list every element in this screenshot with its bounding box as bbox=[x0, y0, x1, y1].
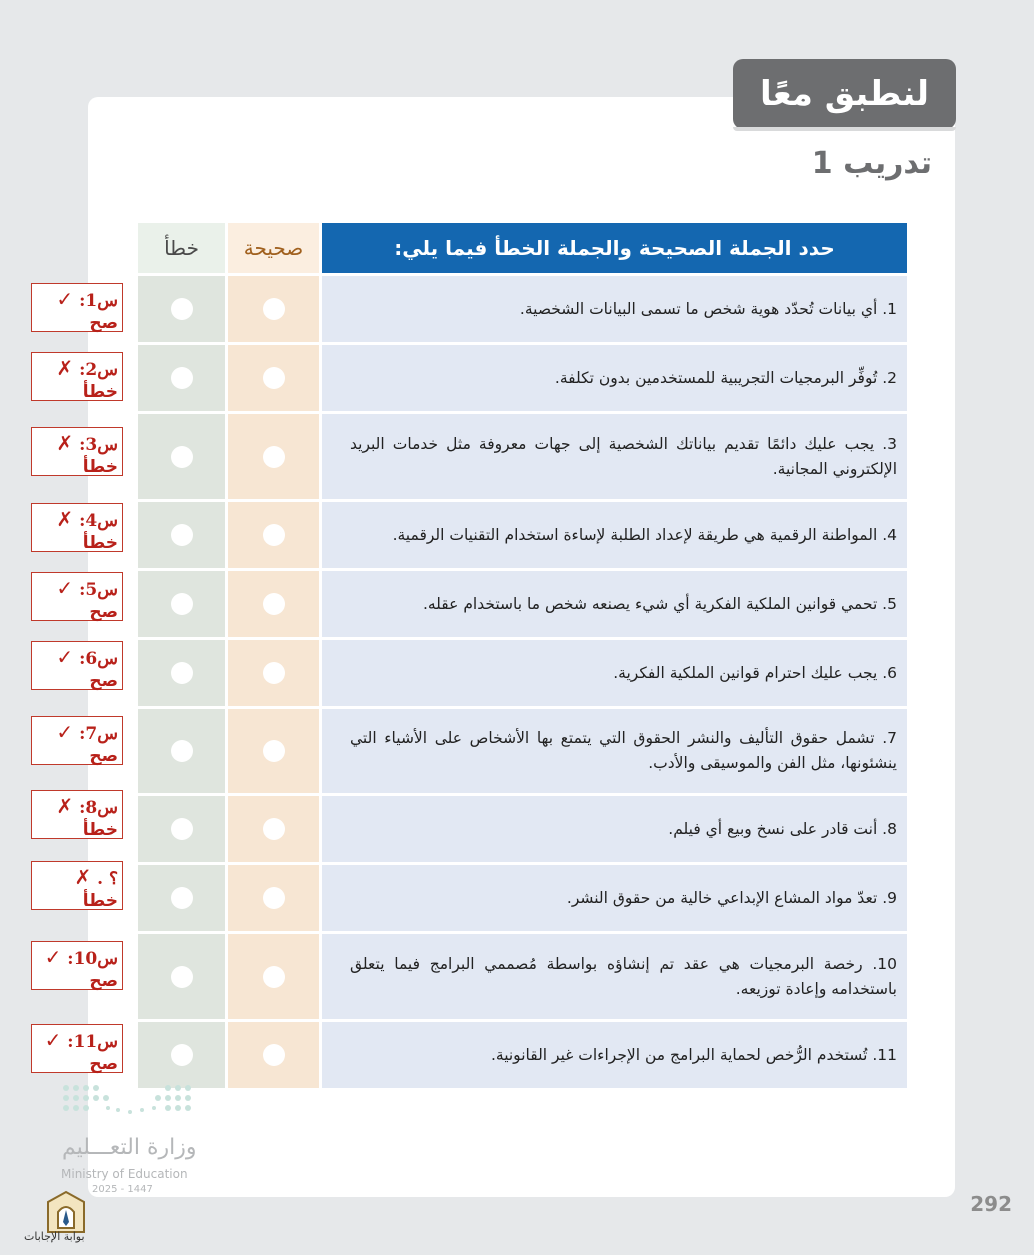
cross-icon: ✗ bbox=[56, 431, 74, 455]
header-false: خطأ bbox=[138, 223, 225, 273]
cross-icon: ✗ bbox=[56, 794, 74, 818]
question-text: 7. تشمل حقوق التأليف والنشر الحقوق التي يتمتع بها الأشخاص على الأشياء التي ينشئونها، مثل الفن والموسيقى والأدب. bbox=[322, 709, 907, 793]
answer-box bbox=[31, 427, 123, 476]
table-row bbox=[138, 571, 907, 637]
true-cell bbox=[228, 709, 319, 793]
false-radio[interactable] bbox=[171, 740, 193, 762]
table-row bbox=[138, 865, 907, 931]
answer-box bbox=[31, 503, 123, 552]
false-radio[interactable] bbox=[171, 524, 193, 546]
answer-box bbox=[31, 641, 123, 690]
false-cell bbox=[138, 414, 225, 499]
true-radio[interactable] bbox=[263, 662, 285, 684]
true-cell bbox=[228, 934, 319, 1019]
table-row bbox=[138, 934, 907, 1019]
answer-label: س6: bbox=[79, 649, 118, 669]
answer-label: س8: bbox=[79, 798, 118, 818]
cross-icon: ✗ bbox=[74, 865, 92, 889]
answer-box bbox=[31, 283, 123, 332]
answer-box bbox=[31, 716, 123, 765]
false-cell bbox=[138, 640, 225, 706]
true-cell bbox=[228, 414, 319, 499]
question-text: 2. تُوفِّر البرمجيات التجريبية للمستخدمين بدون تكلفة. bbox=[322, 345, 907, 411]
answer-word: خطأ bbox=[82, 533, 118, 553]
false-radio[interactable] bbox=[171, 298, 193, 320]
true-radio[interactable] bbox=[263, 367, 285, 389]
true-radio[interactable] bbox=[263, 1044, 285, 1066]
true-cell bbox=[228, 796, 319, 862]
check-icon: ✓ bbox=[44, 1028, 62, 1052]
true-cell bbox=[228, 1022, 319, 1088]
true-radio[interactable] bbox=[263, 524, 285, 546]
answer-label: س10: bbox=[67, 949, 118, 969]
ministry-year: 2025 - 1447 bbox=[92, 1184, 153, 1195]
check-icon: ✓ bbox=[56, 645, 74, 669]
true-radio[interactable] bbox=[263, 966, 285, 988]
true-cell bbox=[228, 502, 319, 568]
answer-box bbox=[31, 941, 123, 990]
true-radio[interactable] bbox=[263, 740, 285, 762]
table-row bbox=[138, 276, 907, 342]
question-text: 9. تعدّ مواد المشاع الإبداعي خالية من حقوق النشر. bbox=[322, 865, 907, 931]
question-text: 6. يجب عليك احترام قوانين الملكية الفكرية. bbox=[322, 640, 907, 706]
answer-word: خطأ bbox=[82, 457, 118, 477]
header-question: حدد الجملة الصحيحة والجملة الخطأ فيما يلي: bbox=[322, 223, 907, 273]
false-cell bbox=[138, 276, 225, 342]
false-radio[interactable] bbox=[171, 593, 193, 615]
answer-label: س5: bbox=[79, 580, 118, 600]
exercise-title: تدريب 1 bbox=[811, 146, 932, 181]
question-text: 4. المواطنة الرقمية هي طريقة لإعداد الطلبة لإساءة استخدام التقنيات الرقمية. bbox=[322, 502, 907, 568]
false-cell bbox=[138, 571, 225, 637]
false-cell bbox=[138, 1022, 225, 1088]
answer-box bbox=[31, 790, 123, 839]
answer-box bbox=[31, 1024, 123, 1073]
check-icon: ✓ bbox=[56, 287, 74, 311]
ministry-name-arabic: وزارة التعـــليم bbox=[62, 1135, 197, 1160]
question-text: 8. أنت قادر على نسخ وبيع أي فيلم. bbox=[322, 796, 907, 862]
true-cell bbox=[228, 865, 319, 931]
answer-box bbox=[31, 572, 123, 621]
false-cell bbox=[138, 345, 225, 411]
answer-word: صح bbox=[89, 602, 118, 622]
check-icon: ✓ bbox=[44, 945, 62, 969]
table-row bbox=[138, 1022, 907, 1088]
check-icon: ✓ bbox=[56, 576, 74, 600]
answer-label: س7: bbox=[79, 724, 118, 744]
answer-label: س2: bbox=[79, 360, 118, 380]
answer-word: صح bbox=[89, 971, 118, 991]
true-cell bbox=[228, 640, 319, 706]
false-cell bbox=[138, 796, 225, 862]
question-text: 5. تحمي قوانين الملكية الفكرية أي شيء يصنعه شخص ما باستخدام عقله. bbox=[322, 571, 907, 637]
true-radio[interactable] bbox=[263, 298, 285, 320]
false-radio[interactable] bbox=[171, 887, 193, 909]
table-row bbox=[138, 345, 907, 411]
table-row bbox=[138, 640, 907, 706]
true-cell bbox=[228, 571, 319, 637]
cross-icon: ✗ bbox=[56, 356, 74, 380]
false-cell bbox=[138, 709, 225, 793]
true-cell bbox=[228, 276, 319, 342]
section-title: لنطبق معًا bbox=[759, 74, 930, 114]
false-radio[interactable] bbox=[171, 966, 193, 988]
question-text: 1. أي بيانات تُحدّد هوية شخص ما تسمى البيانات الشخصية. bbox=[322, 276, 907, 342]
question-text: 11. تُستخدم الرُّخص لحماية البرامج من الإجراءات غير القانونية. bbox=[322, 1022, 907, 1088]
answer-word: خطأ bbox=[82, 820, 118, 840]
true-cell bbox=[228, 345, 319, 411]
answer-word: خطأ bbox=[82, 891, 118, 911]
table-row bbox=[138, 796, 907, 862]
ministry-name-english: Ministry of Education bbox=[61, 1167, 188, 1181]
false-radio[interactable] bbox=[171, 367, 193, 389]
table-row bbox=[138, 502, 907, 568]
answer-label: ؟ . bbox=[97, 869, 118, 889]
table-row bbox=[138, 414, 907, 499]
false-radio[interactable] bbox=[171, 446, 193, 468]
true-radio[interactable] bbox=[263, 593, 285, 615]
check-icon: ✓ bbox=[56, 720, 74, 744]
answers-portal-label: بوابة الإجابات bbox=[24, 1230, 85, 1243]
page-number: 292 bbox=[970, 1192, 1012, 1216]
true-radio[interactable] bbox=[263, 446, 285, 468]
answer-box bbox=[31, 352, 123, 401]
false-cell bbox=[138, 502, 225, 568]
false-radio[interactable] bbox=[171, 662, 193, 684]
answer-word: صح bbox=[89, 746, 118, 766]
answer-word: صح bbox=[89, 1054, 118, 1074]
cross-icon: ✗ bbox=[56, 507, 74, 531]
answer-word: خطأ bbox=[82, 382, 118, 402]
question-text: 3. يجب عليك دائمًا تقديم بياناتك الشخصية إلى جهات معروفة مثل خدمات البريد الإلكتروني المجانية. bbox=[322, 414, 907, 499]
answer-box bbox=[31, 861, 123, 910]
answer-label: س1: bbox=[79, 291, 118, 311]
question-text: 10. رخصة البرمجيات هي عقد تم إنشاؤه بواسطة مُصممي البرامج فيما يتعلق باستخدامه وإعادة توزيعه. bbox=[322, 934, 907, 1019]
true-radio[interactable] bbox=[263, 887, 285, 909]
false-cell bbox=[138, 865, 225, 931]
header-true: صحيحة bbox=[228, 223, 319, 273]
false-cell bbox=[138, 934, 225, 1019]
table-row bbox=[138, 709, 907, 793]
section-title-tab bbox=[733, 59, 956, 129]
answer-label: س4: bbox=[79, 511, 118, 531]
false-radio[interactable] bbox=[171, 818, 193, 840]
answer-label: س11: bbox=[67, 1032, 118, 1052]
false-radio[interactable] bbox=[171, 1044, 193, 1066]
answer-label: س3: bbox=[79, 435, 118, 455]
true-radio[interactable] bbox=[263, 818, 285, 840]
answer-word: صح bbox=[89, 671, 118, 691]
answer-word: صح bbox=[89, 313, 118, 333]
